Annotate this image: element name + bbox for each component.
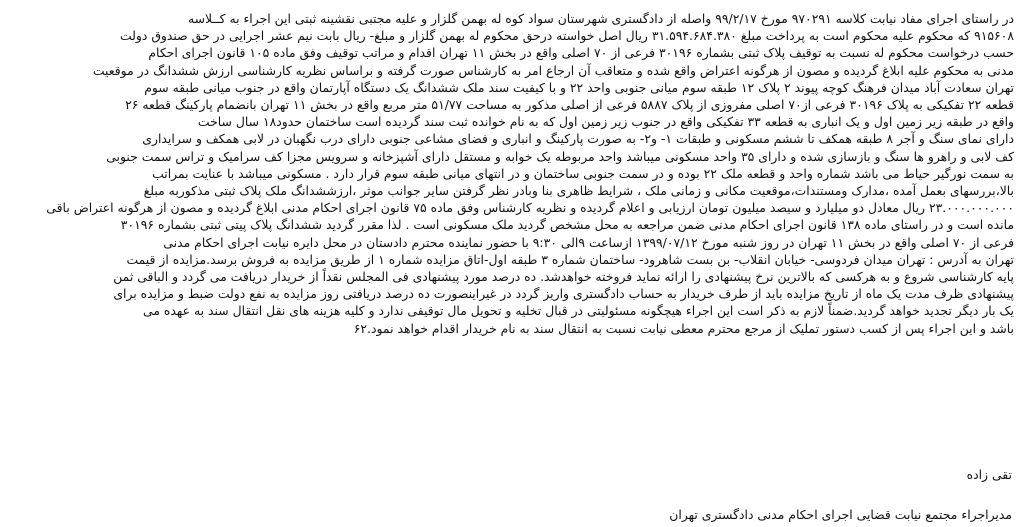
notice-line: یک بار دیگر تجدید خواهد گردید.ضمناً لازم به ذکر است این اجراء هیچگونه مسئولیتی در قبال تخلیه و تحویل مال توقیفی ندارد و کلیه هزینه های نقل انتقال سند به عهده می <box>143 303 1014 319</box>
signer-name: تقی زاده <box>966 467 1012 482</box>
notice-line: بالا،بررسهای بعمل آمده ،مدارک ومستندات،موقعیت مکانی و زمانی ملک ، شرایط ظاهری بنا وبادر نظر گرفتن سایر جوانب موثر ،ارزششدانگ ملک پلاک ثبتی مذکوربه مبلغ <box>143 183 1014 199</box>
signer-title: مدیراجراء مجتمع نیابت قضایی اجرای احکام مدنی دادگستری تهران <box>669 507 1012 522</box>
notice-line: ۹۱۵۶۰۸ که محکوم علیه محکوم است به پرداخت مبلغ ۳۱.۵۹۴.۶۸۴.۳۸۰ ریال اصل خواسته درحق محکوم له بهمن گلزار و مبلغ- ریال بابت نیم عشر اجرایی در حق صندوق دولت <box>119 28 1014 44</box>
notice-line: باشد و این اجراء پس از کسب دستور تملیک از مرجع محترم معطی نیابت نسبت به انتقال سند به نام خریدار اقدام خواهد نمود.۶۲ <box>353 320 1014 336</box>
notice-line: تهران به آدرس : تهران میدان فردوسی- خیابان انقلاب- بن بست شاهرود- ساختمان شماره ۳ طبقه اول-اتاق مزایده شماره ۱ از طریق مزایده به فروش برسد.مزایده از قیمت <box>126 251 1014 267</box>
notice-line: ۲۳.۰۰۰.۰۰۰.۰۰۰ ریال معادل دو میلیارد و سیصد میلیون تومان ارزیابی و اعلام گردیده و نظریه کارشناس وفق ماده ۷۵ قانون اجرای احکام مدنی ابلاغ گردیده و مصون از هرگونه اعتراض باقی <box>46 200 1014 216</box>
notice-line: قطعه ۲۲ تفکیکی به پلاک ۳۰۱۹۶ فرعی از۷۰ اصلی مفروزی از پلاک ۵۸۸۷ فرعی از اصلی مذکور به مساحت ۵۱/۷۷ متر مربع واقع در بخش ۱۱ تهران بانضمام پارکینگ قطعه ۲۶ <box>125 97 1014 113</box>
notice-line: به سمت نورگیر حیاط می باشد شماره واحد و قطعه ملک ۲۲ بوده و در سمت جنوبی ساختمان و در انتهای میانی طبقه سوم قرار دارد . مسکونی میباشد با عنایت بمراتب <box>152 165 1014 181</box>
notice-line: تهران سعادت آباد میدان فرهنگ کوچه پیوند ۲ پلاک ۱۲ طبقه سوم میانی جنوبی واحد ۲۲ و با کیفیت سند ملک ششدانگ یک دستگاه آپارتمان واقع در جنوب میانی طبقه سوم <box>144 79 1014 95</box>
notice-line: مانده است و در راستای ماده ۱۳۸ قانون اجرای احکام مدنی ضمن مراجعه به محل مشخص گردید ملک مسکونی است . لذا مقرر گردید ششدانگ پلاک پیتی ثبتی بشماره ۳۰۱۹۶ <box>120 217 1014 233</box>
notice-body <box>10 10 1014 337</box>
notice-line: دارای نمای سنگ و آجر ۸ طبقه همکف تا ششم مسکونی و طبقات ۱- و۲- به صورت پارکینگ و انباری و فضای مشاعی جنوبی دارای درب نگهبان در لابی همکف و سرایداری <box>142 131 1014 147</box>
notice-line: در راستای اجرای مفاد نیابت کلاسه ۹۷۰۲۹۱ مورخ ۹۹/۲/۱۷ واصله از دادگستری شهرستان سواد کوه له بهمن گلزار و علیه مجتبی نقشینه ثبتی این اجراء به کــلاسه <box>187 11 1014 26</box>
notice-line: پایه کارشناسی شروع و به هرکسی که بالاترین نرخ پیشنهادی را ارائه نماید فروخته خواهدشد. ده درصد مورد پیشنهادی فی المجلس نقداً از خریدار دریافت می گردد و الباقی ثمن <box>113 269 1014 285</box>
notice-line: واقع در طبقه زیر زمین اول و یک انباری به قطعه ۳۳ تفکیکی واقع در جنوب زیر زمین اول که به نام خوانده ثبت سند گردیده است ساختمان حدود۱۸ سال ساخت <box>197 114 1014 130</box>
notice-line: مدنی به محکوم علیه ابلاغ گردیده و مصون از هرگونه اعتراض واقع شده و متعاقب آن ارجاع امر به کارشناس صورت گرفته و براساس نظریه کارشناسی ارزش ششدانگ در موقعیت <box>92 62 1014 78</box>
notice-line: حسب درخواست محکوم له نسبت به توقیف پلاک ثبتی بشماره ۳۰۱۹۶ فرعی از ۷۰ اصلی واقع در بخش ۱۱ تهران اقدام و مراتب توقیف وفق ماده ۱۰۵ قانون اجرای احکام <box>148 45 1014 61</box>
notice-line: کف لابی و راهرو ها سنگ و بازسازی شده و دارای ۳۵ واحد مسکونی میباشد واحد مربوطه یک خوابه و مستقل دارای آشپزخانه و سرویس مجزا کف سرامیک و تراس سمت جنوبی <box>106 148 1014 164</box>
notice-line: فرعی از ۷۰ اصلی واقع در بخش ۱۱ تهران در روز شنبه مورخ ۱۳۹۹/۰۷/۱۲ ازساعت ۹الی ۹:۳۰ با حضور نماینده محترم دادستان در محل دایره نیابت اجرای احکام مدنی <box>163 234 1014 250</box>
notice-line: پیشنهادی ظرف مدت یک ماه از تاریخ مزایده باید از طرف خریدار به حساب دادگستری واریز گردد در غیراینصورت ده درصد دریافتی روز مزایده به نفع دولت ضبط و مزایده برای <box>113 286 1014 302</box>
